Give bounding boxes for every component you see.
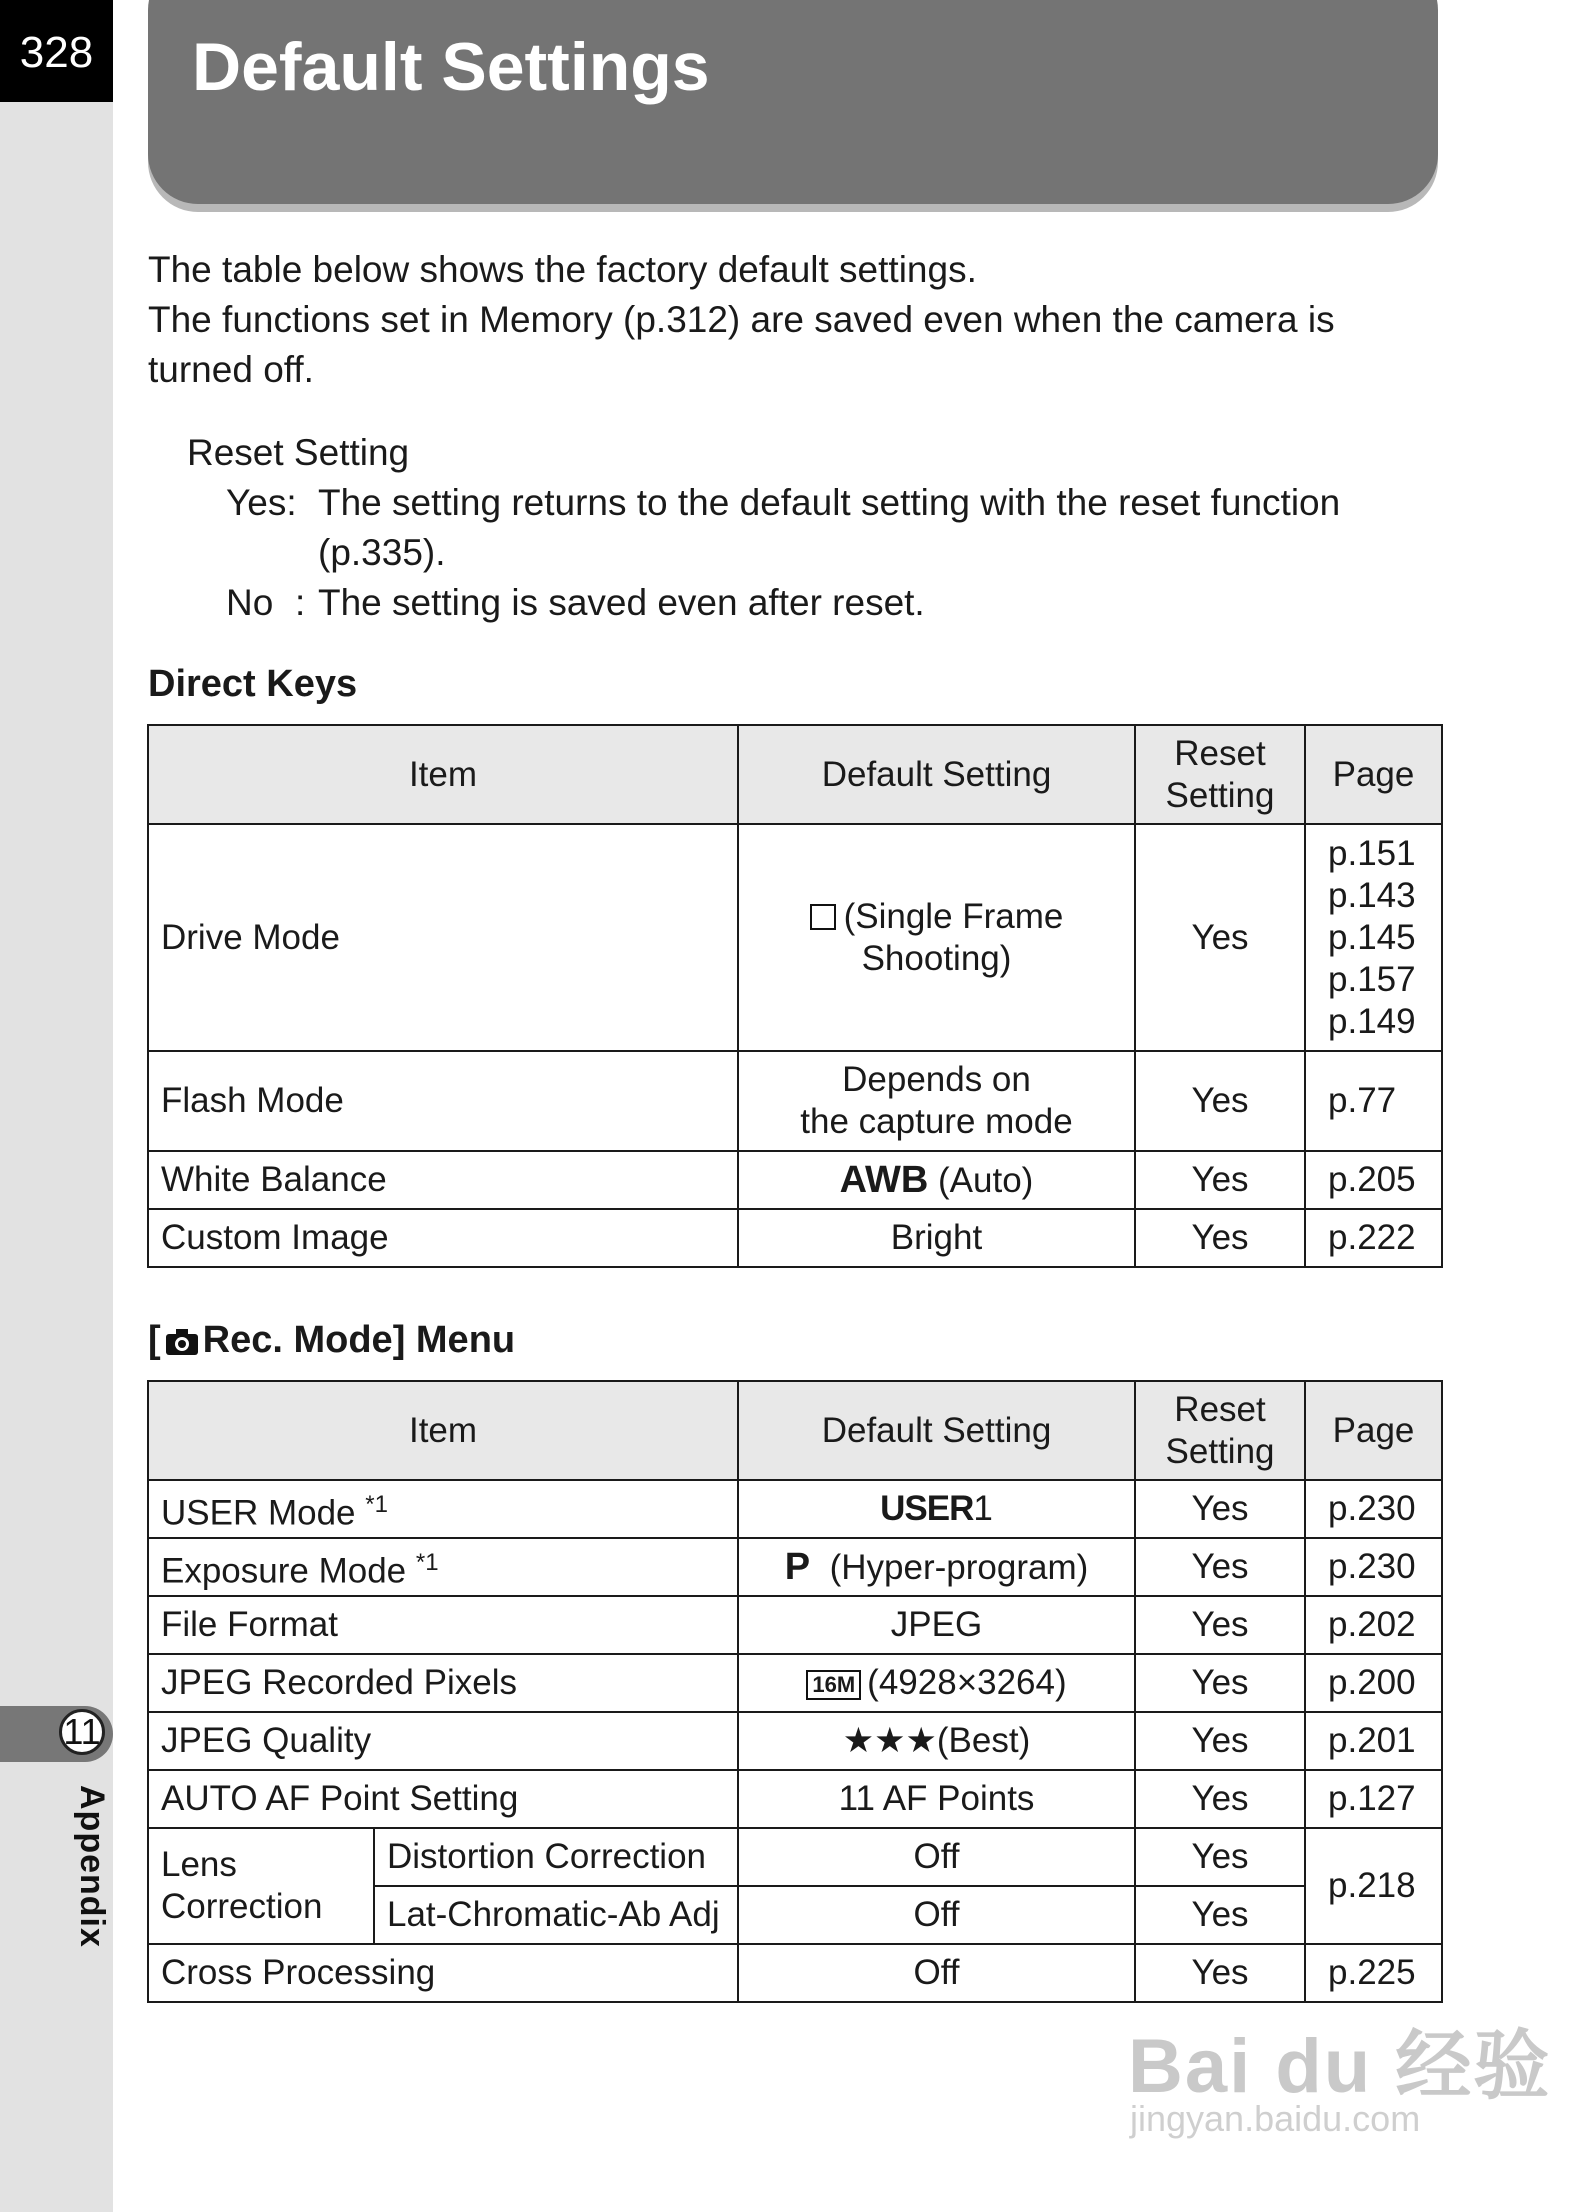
item-cell: USER Mode $^{*1}$ [148,1480,738,1538]
header-default: Default Setting [738,725,1135,824]
page-cell: p.151 p.143 p.145 p.157 p.149 [1305,824,1442,1051]
default-cell: (Single Frame Shooting) [738,824,1135,1051]
table-row [148,1944,1442,2002]
header-page: Page [1305,725,1442,824]
page-title: Default Settings [192,29,710,105]
table-row [148,1151,1442,1209]
camera-icon [165,1328,199,1356]
page-cell: p.127 [1305,1770,1442,1828]
reset-cell: Yes [1135,1151,1305,1209]
single-frame-icon [810,904,836,930]
table-row [148,1828,1442,1886]
item-cell: JPEG Recorded Pixels [148,1654,738,1712]
intro-line-1: The table below shows the factory default settings. [148,249,977,290]
program-mode-icon: P [784,1545,811,1588]
direct-keys-table [147,724,1443,1268]
watermark: Bai du 经验 [1128,2024,1552,2109]
table-row [148,1654,1442,1712]
default-cell: AWB (Auto) [738,1151,1135,1209]
page-number-box [0,0,113,102]
page-cell: p.225 [1305,1944,1442,2002]
page-cell: p.201 [1305,1712,1442,1770]
page-cell: p.222 [1305,1209,1442,1267]
table-header-row [148,1381,1442,1480]
page-cell: p.205 [1305,1151,1442,1209]
table-row [148,1480,1442,1538]
reset-cell: Yes [1135,1828,1305,1886]
quality-stars-icon: ★★★ [842,1721,937,1760]
table-row [148,1712,1442,1770]
page-cell: p.202 [1305,1596,1442,1654]
default-cell: P (Hyper-program) [738,1538,1135,1596]
item-cell: Cross Processing [148,1944,738,2002]
table-row [148,1538,1442,1596]
reset-cell: Yes [1135,1886,1305,1944]
rec-menu-table [147,1380,1443,2003]
rec-menu-heading: [ Rec. Mode] Menu [148,1319,516,1361]
intro-line-2: The functions set in Memory (p.312) are saved even when the camera is [148,299,1335,340]
item-cell: File Format [148,1596,738,1654]
default-cell: Off [738,1828,1135,1886]
reset-yes-label: Yes: [226,482,297,523]
reset-cell: Yes [1135,1209,1305,1267]
page-cell: p.77 [1305,1051,1442,1151]
table-row [148,1596,1442,1654]
group-cell: Lens Correction [148,1828,374,1944]
pixels-16m-icon: 16M [806,1670,861,1700]
page-cell: p.218 [1305,1828,1442,1944]
reset-cell: Yes [1135,1051,1305,1151]
reset-cell: Yes [1135,824,1305,1051]
table-row [148,1051,1442,1151]
item-cell: AUTO AF Point Setting [148,1770,738,1828]
default-cell: Off [738,1886,1135,1944]
default-cell: Bright [738,1209,1135,1267]
item-cell: Exposure Mode $^{*1}$ [148,1538,738,1596]
direct-keys-heading: Direct Keys [148,663,358,705]
reset-no-sep: : [295,582,306,623]
reset-cell: Yes [1135,1712,1305,1770]
item-cell: Custom Image [148,1209,738,1267]
item-cell: Lat-Chromatic-Ab Adj [374,1886,738,1944]
reset-heading: Reset Setting [187,432,410,473]
table-header-row [148,725,1442,824]
header-default: Default Setting [738,1381,1135,1480]
reset-yes-text: The setting returns to the default setting with the reset function [318,482,1341,523]
table-row [148,1209,1442,1267]
default-cell: 16M (4928×3264) [738,1654,1135,1712]
reset-cell: Yes [1135,1944,1305,2002]
header-item: Item [148,725,738,824]
awb-icon: AWB [839,1158,929,1201]
default-cell: ★★★(Best) [738,1712,1135,1770]
reset-no-label: No [226,582,274,623]
header-item: Item [148,1381,738,1480]
page-cell: p.230 [1305,1480,1442,1538]
item-cell: White Balance [148,1151,738,1209]
chapter-number: 11 [59,1709,105,1755]
intro-line-3: turned off. [148,349,314,390]
header-reset: Reset Setting [1135,1381,1305,1480]
watermark-url: jingyan.baidu.com [1130,2098,1421,2139]
default-cell: Off [738,1944,1135,2002]
table-row [148,824,1442,1051]
default-cell: 11 AF Points [738,1770,1135,1828]
default-cell: USER1 [738,1480,1135,1538]
page-cell: p.200 [1305,1654,1442,1712]
reset-cell: Yes [1135,1596,1305,1654]
table-row [148,1770,1442,1828]
reset-cell: Yes [1135,1654,1305,1712]
header-page: Page [1305,1381,1442,1480]
header-reset: Reset Setting [1135,725,1305,824]
item-cell: Flash Mode [148,1051,738,1151]
item-cell: Distortion Correction [374,1828,738,1886]
item-cell: JPEG Quality [148,1712,738,1770]
reset-cell: Yes [1135,1538,1305,1596]
reset-cell: Yes [1135,1480,1305,1538]
page-number: 328 [19,28,94,77]
reset-cell: Yes [1135,1770,1305,1828]
default-cell: JPEG [738,1596,1135,1654]
chapter-label: Appendix [73,1785,111,1948]
reset-no-text: The setting is saved even after reset. [318,582,925,623]
page-cell: p.230 [1305,1538,1442,1596]
user-mode-icon: USER [880,1489,974,1528]
item-cell: Drive Mode [148,824,738,1051]
reset-yes-text-cont: (p.335). [318,532,446,573]
default-cell: Depends on the capture mode [738,1051,1135,1151]
